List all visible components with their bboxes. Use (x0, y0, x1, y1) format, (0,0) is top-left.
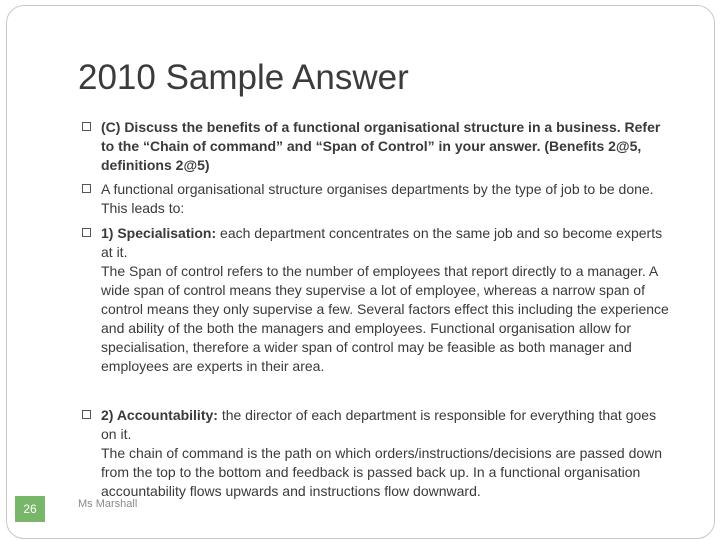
accountability-text: the director of each department is responsible for everything that goes on it. (101, 407, 657, 442)
bullet-box-icon (82, 410, 91, 419)
bullet-question (82, 118, 672, 175)
span-of-control-text: The Span of control refers to the number of employees that report directly to a manager. A wide span of control means they supervise a lot of employee, whereas a narrow span of control means they only supervise a few. Several factors effect this including the experience and ability of the both the managers and employees. Functional organisation allow for specialisation, therefore a wider span of control may be feasible as both manager and employees are experts in their area. (101, 263, 669, 374)
bullet-box-icon (82, 184, 91, 193)
specialisation-heading: 1) Specialisation: (101, 225, 217, 241)
accountability-heading: 2) Accountability: (101, 407, 218, 423)
question-text: (C) Discuss the benefits of a functional organisational structure in a business. Refer to the “Chain of command” and “Span of Control” in your answer. (Benefits 2@5, definitions 2@5) (101, 119, 661, 173)
page-number-badge: 26 (15, 496, 45, 522)
intro-text: A functional organisational structure organises departments by the type of job to be done. This leads to: (101, 181, 654, 216)
bullet-specialisation (82, 224, 672, 376)
bullet-intro (82, 180, 672, 218)
footer-author: Ms Marshall (78, 498, 138, 510)
specialisation-text: each department concentrates on the same job and so become experts at it. (101, 225, 663, 260)
slide-content (82, 118, 672, 501)
bullet-box-icon (82, 228, 91, 237)
chain-of-command-text: The chain of command is the path on which orders/instructions/decisions are passed down from the top to the bottom and feedback is passed back up. In a functional organisation accountability flows upwards and instructions flow downward. (101, 445, 663, 499)
slide-title: 2010 Sample Answer (78, 58, 409, 97)
bullet-accountability (82, 406, 672, 501)
bullet-box-icon (82, 122, 91, 131)
